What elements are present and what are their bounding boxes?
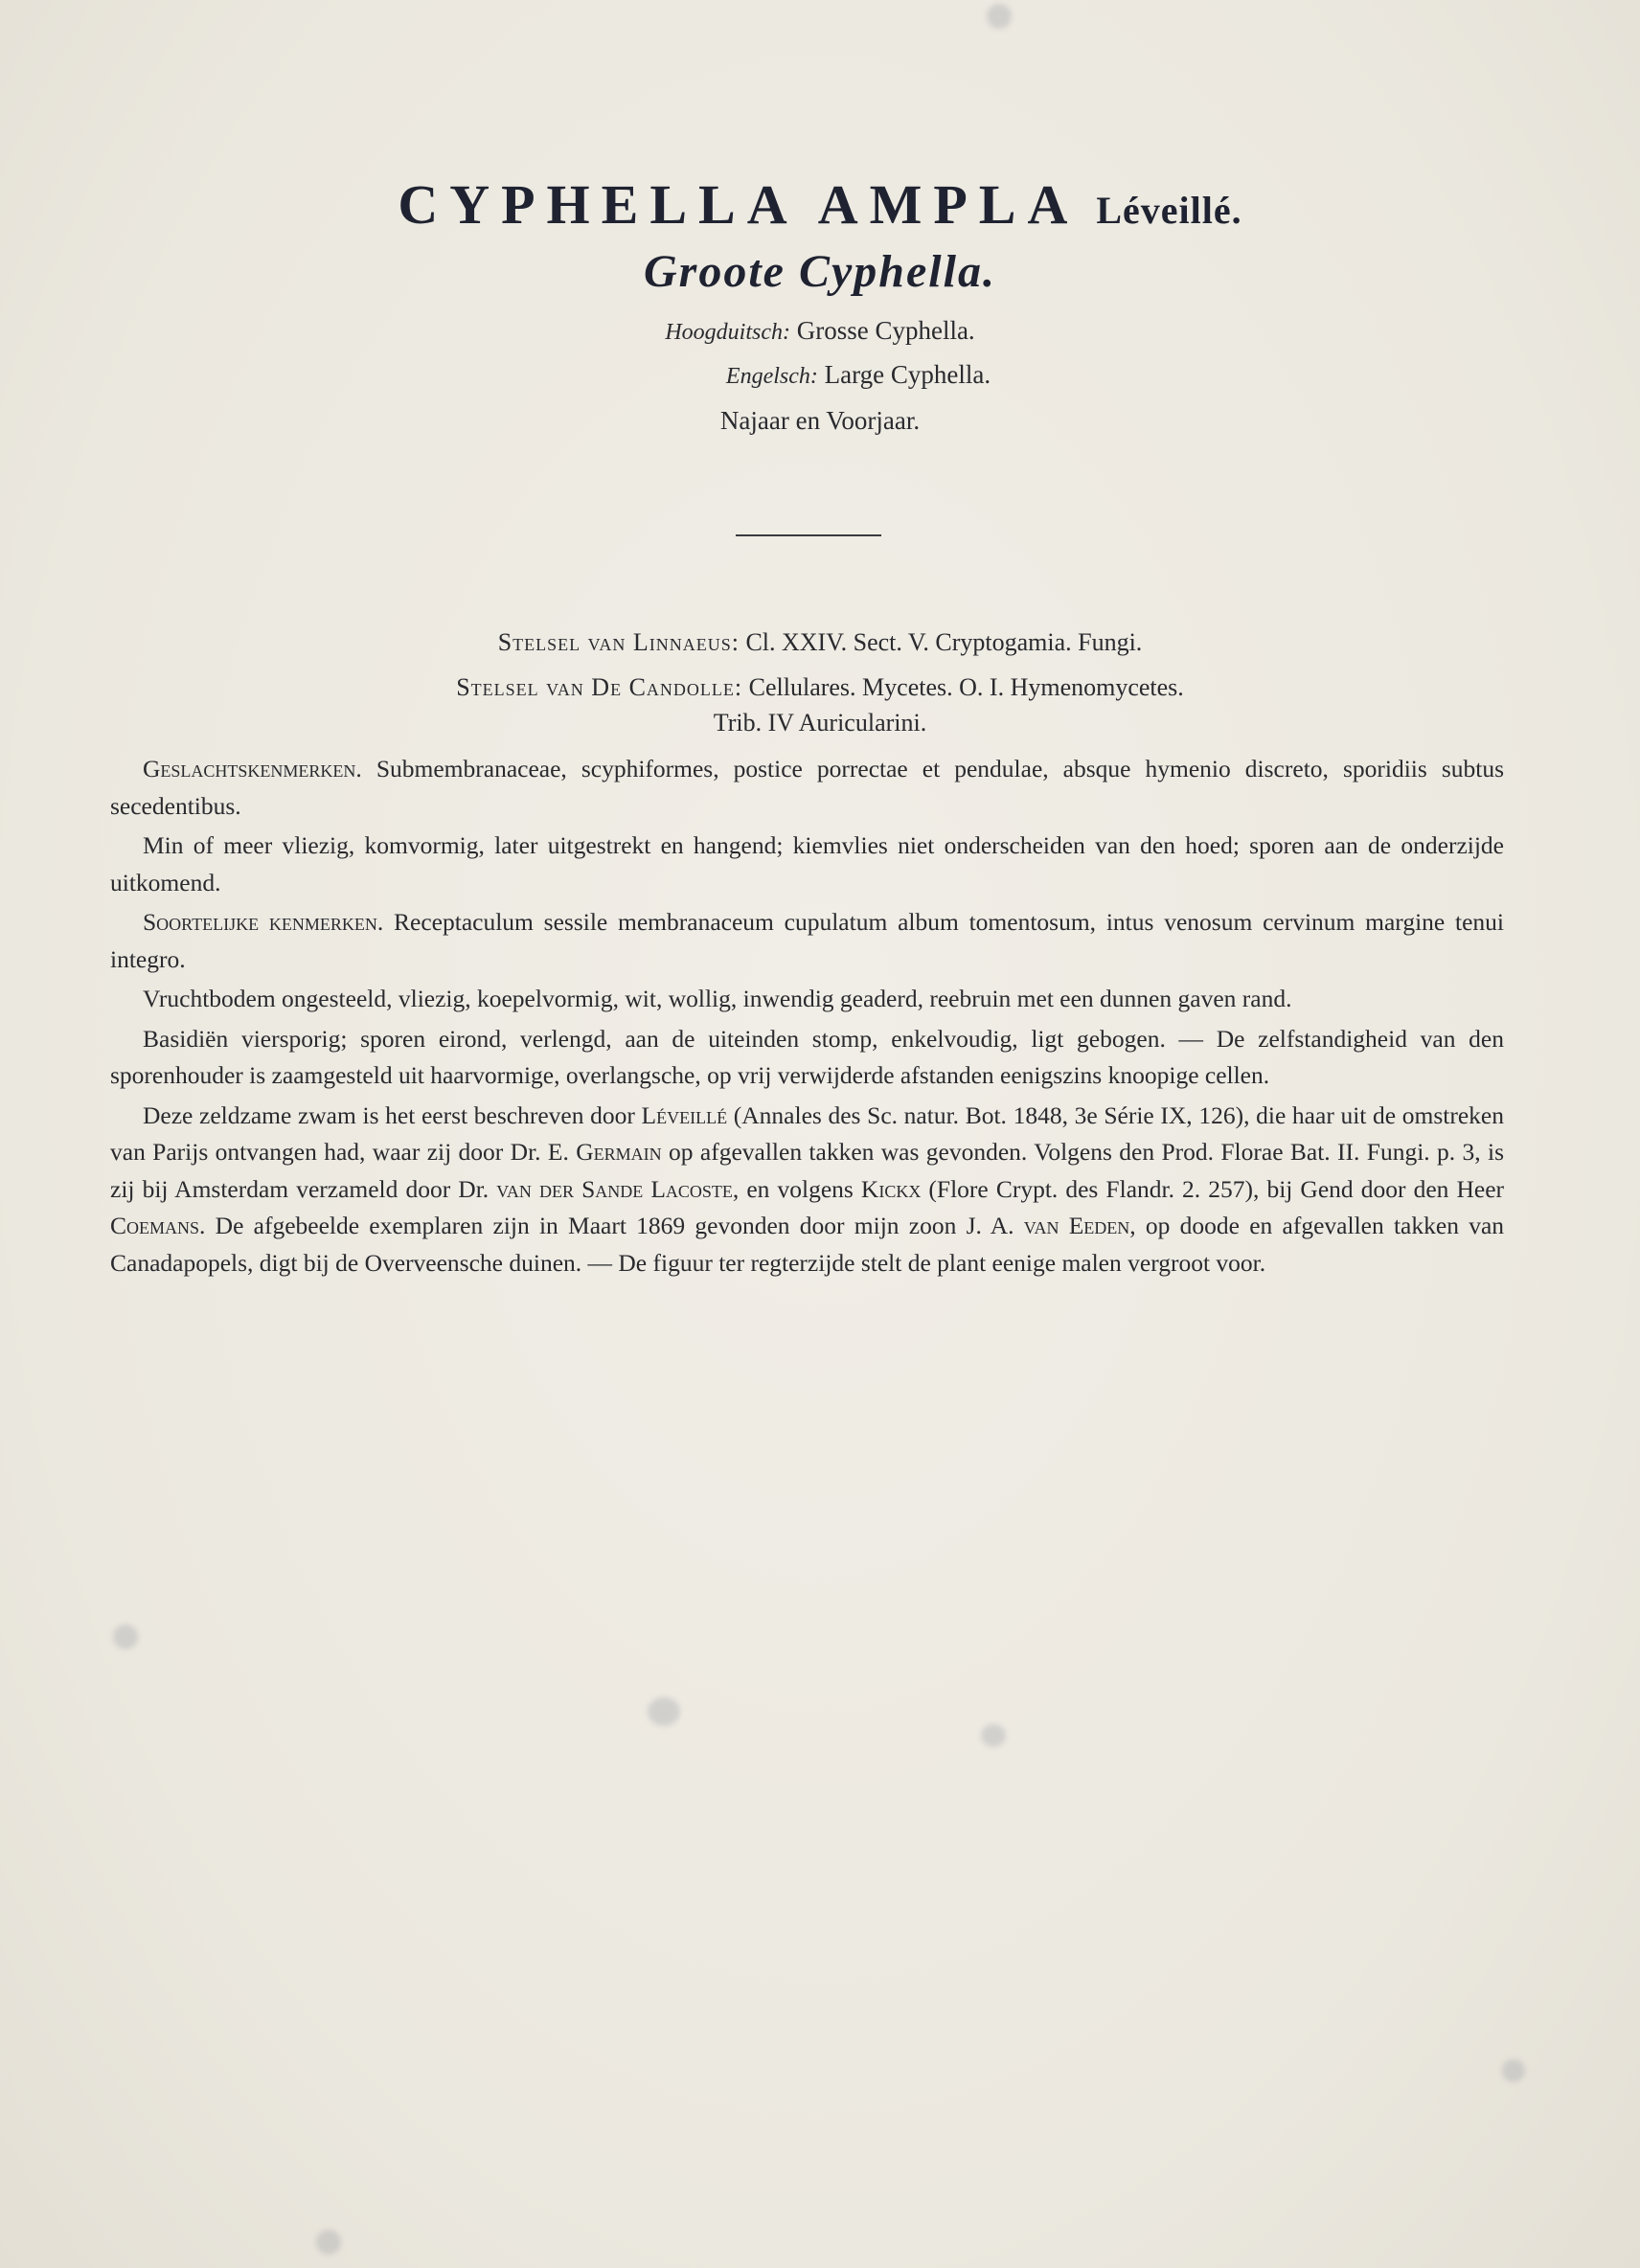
linnaeus-system [0,628,1640,657]
dutch-name: Groote Cyphella. [644,246,996,297]
candolle-system [0,673,1640,702]
description-body [110,751,1504,1284]
species-dutch-paragraph: Vruchtbodem ongesteeld, vliezig, koepelvormig, wit, wollig, inwendig geaderd, reebruin met een dunnen gaven rand. [143,985,1292,1012]
paper-stain [981,1724,1006,1747]
season: Najaar en Voorjaar. [719,406,921,435]
paper-stain [113,1624,138,1649]
history-text-4: , en volgens [732,1174,854,1203]
english-label: Engelsch: [725,364,818,389]
english-name: Large Cyphella. [824,360,991,389]
history-text-6: . De afgebeelde exemplaren zijn in Maart 1869 gevonden door mijn zoon J. A. [199,1212,1014,1239]
genus-label: Geslachtskenmerken. [143,755,362,782]
name-coemans: Coemans [110,1212,200,1239]
paper-stain [1502,2059,1525,2082]
author-name: Léveillé. [1096,189,1242,232]
species-label: Soortelijke kenmerken. [143,908,384,936]
name-kickx: Kickx [860,1174,922,1203]
species-latin: Receptaculum sessile membranaceum cupulatum album tomentosum, intus venosum cervinum margine tenui integro. [110,908,1505,973]
history-paragraph [110,1098,1504,1282]
basidia-paragraph: Basidiën viersporig; sporen eirond, verlengd, aan de uiteinden stomp, enkelvoudig, ligt gebogen. — De zelfstandigheid van den sporenhouder is zaamgesteld uit haarvormige, overlangsche, op vrij verwijderde afstanden eenigszins knoopige cellen. [110,1024,1504,1089]
history-text-7: , op doode en afgevallen takken van Canadapopels, digt bij de Overveensche duinen. — De figuur ter regterzijde stelt de plant eenige malen vergroot voor. [110,1212,1505,1277]
genus-latin: Submembranaceae, scyphiformes, postice porrectae et pendulae, absque hymenio discreto, sporidiis subtus secedentibus. [110,755,1505,820]
divider [736,534,881,536]
history-text-5: (Flore Crypt. des Flandr. 2. 257), bij Gend door den Heer [928,1174,1505,1203]
paper-stain [648,1697,680,1726]
linnaeus-label: Stelsel van Linnaeus: [497,628,740,656]
history-text-2: (Annales des Sc. natur. Bot. 1848, 3e Série IX, 126), die haar uit de omstreken van Parijs ontvangen had, waar zij door Dr. E. [110,1100,1505,1166]
genus-latin-paragraph [110,751,1504,825]
german-label: Hoogduitsch: [665,320,790,345]
candolle-tribe: Trib. IV Auricularini. [713,709,927,737]
german-name-line [0,316,1640,346]
latin-name: CYPHELLA AMPLA [398,173,1080,236]
paper-stain [316,2230,341,2255]
history-text-1: Deze zeldzame zwam is het eerst beschreven door [143,1100,635,1129]
paper-stain [987,4,1012,29]
german-name: Grosse Cyphella. [796,316,975,345]
species-latin-paragraph [110,904,1504,978]
candolle-value: Cellulares. Mycetes. O. I. Hymenomycetes. [748,673,1184,701]
english-name-line [38,360,1640,390]
name-leveille: Léveillé [641,1100,728,1129]
name-eeden: van Eeden [1023,1212,1130,1239]
candolle-label: Stelsel van De Candolle: [456,673,743,701]
species-title [0,172,1640,237]
name-lacoste: van der Sande Lacoste [496,1174,733,1203]
genus-dutch-paragraph: Min of meer vliezig, komvormig, later uitgestrekt en hangend; kiemvlies niet onderscheiden van den hoed; sporen aan de onderzijde uitkomend. [110,831,1504,896]
history-text-3: op afgevallen takken was gevonden. Volgens den Prod. Florae Bat. II. Fungi. p. 3, is zij bij Amsterdam verzameld door Dr. [110,1138,1505,1203]
linnaeus-value: Cl. XXIV. Sect. V. Cryptogamia. Fungi. [745,628,1143,656]
name-germain: Germain [576,1138,662,1166]
